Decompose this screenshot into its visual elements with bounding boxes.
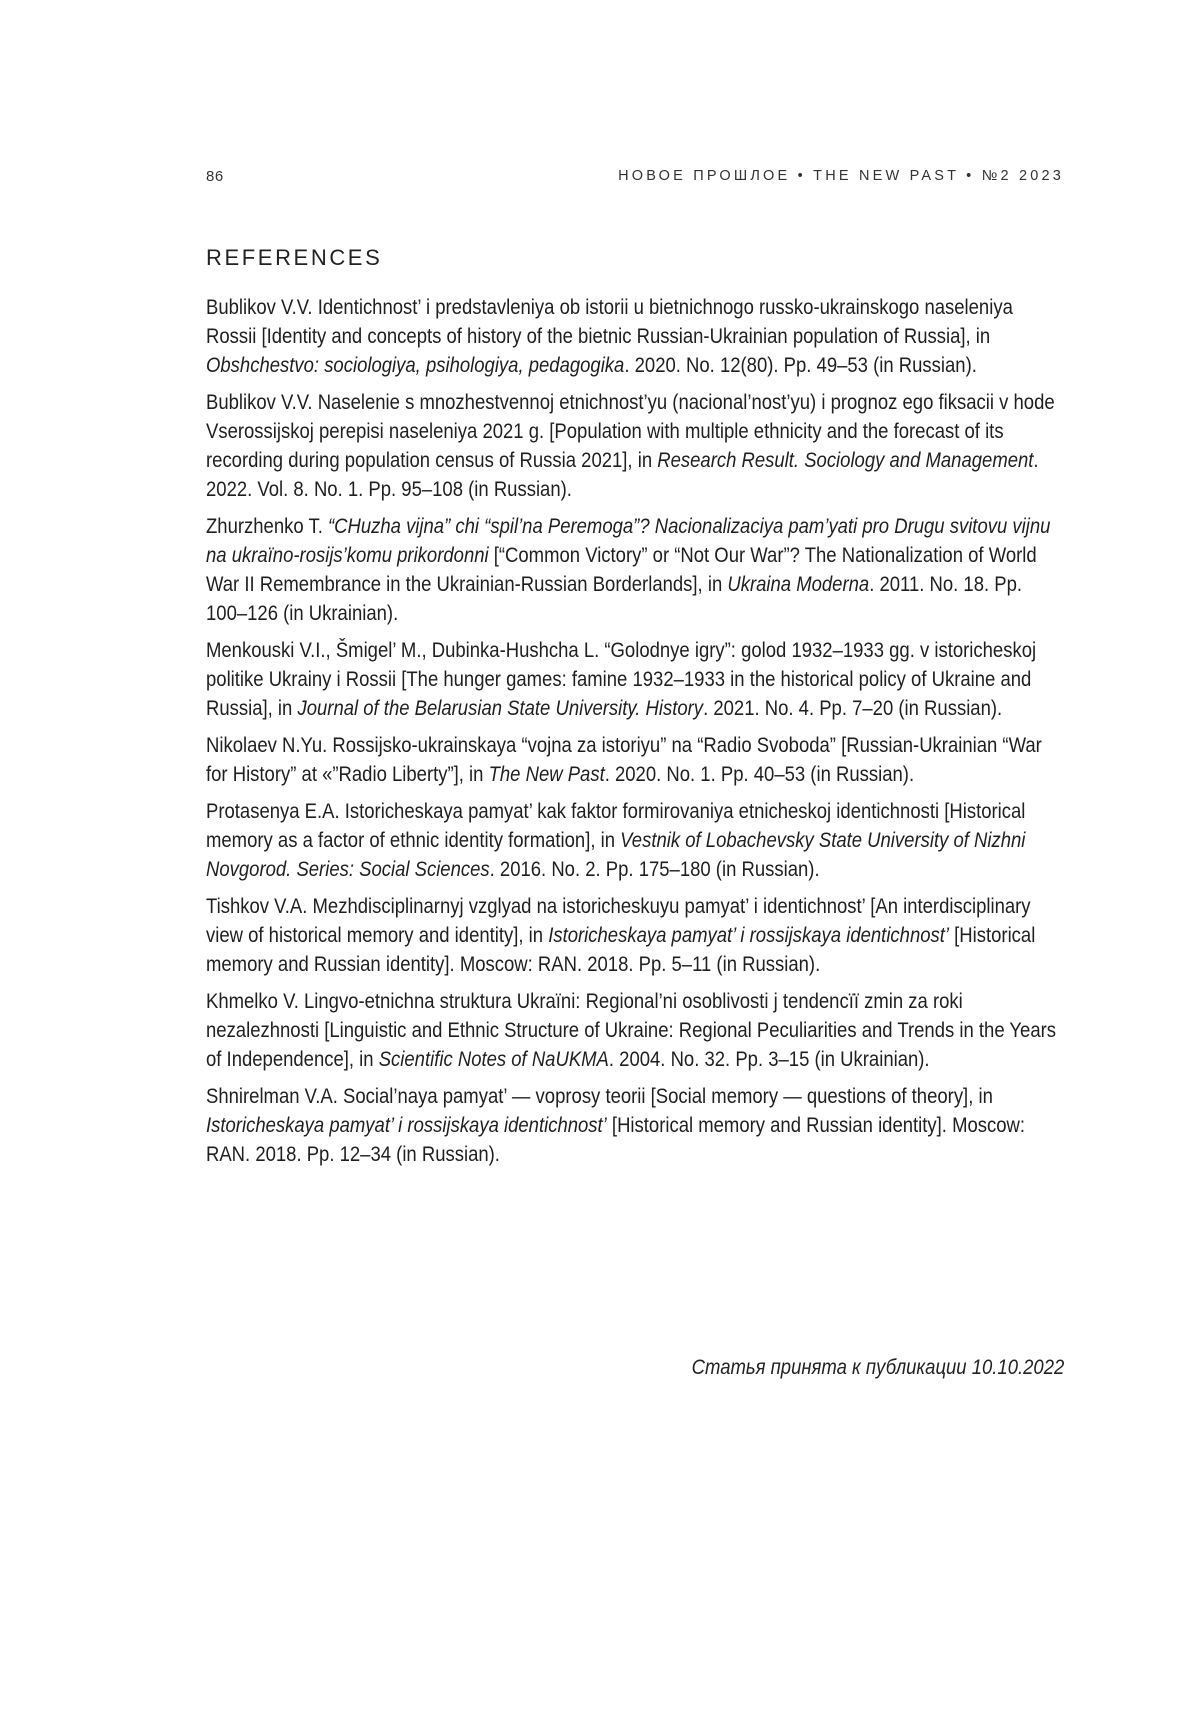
- reference-source-title: Istoricheskaya pamyat’ i rossijskaya identichnost’: [548, 923, 949, 947]
- reference-source-title: The New Past: [489, 762, 605, 786]
- reference-entry: [206, 512, 1066, 628]
- reference-entry: [206, 636, 1066, 723]
- reference-entry: [206, 731, 1066, 789]
- reference-source-title: Journal of the Belarusian State University. History: [297, 696, 703, 720]
- reference-entry: [206, 1082, 1066, 1169]
- reference-entry: [206, 987, 1066, 1074]
- reference-text: [“Common Victory” or “Not Our War”? The Nationalization of World War II Remembrance in the Ukrainian-Russian Borderlands], in: [206, 543, 1037, 596]
- document-page: [0, 0, 1200, 1714]
- reference-source-title: Ukraina Moderna: [727, 572, 869, 596]
- reference-text: Nikolaev N.Yu. Rossijsko-ukrainskaya “vojna za istoriyu” na “Radio Svoboda” [Russian-Ukrainian “War for History” at «”Radio Liberty”], in: [206, 733, 1042, 786]
- reference-source-title: Scientific Notes of NaUKMA: [379, 1047, 609, 1071]
- section-title: REFERENCES: [206, 245, 382, 271]
- reference-text: [Historical memory and Russian identity]. Moscow: RAN. 2018. Pp. 12–34 (in Russian).: [206, 1113, 1025, 1166]
- reference-entry: [206, 797, 1066, 884]
- reference-source-title: Obshchestvo: sociologiya, psihologiya, pedagogika: [206, 353, 624, 377]
- reference-text: Khmelko V. Lingvo-etnichna struktura Ukraïni: Regional’ni osoblivosti j tendencïï zmin za roki nezalezhnosti [Linguistic and Ethnic Structure of Ukraine: Regional Peculiarities and Trends in the Years of Independence], in: [206, 989, 1056, 1071]
- running-header: НОВОЕ ПРОШЛОЕ • THE NEW PAST • №2 2023: [618, 168, 1064, 184]
- reference-text: . 2020. No. 1. Pp. 40–53 (in Russian).: [605, 762, 914, 786]
- reference-source-title: Research Result. Sociology and Management: [657, 448, 1033, 472]
- reference-text: . 2021. No. 4. Pp. 7–20 (in Russian).: [703, 696, 1002, 720]
- reference-source-title: “CHuzha vijna” chi “spil’na Peremoga”? Nacionalizaciya pam’yati pro Drugu svitovu vijnu na ukraïno-rosijs’komu prikordonni: [206, 514, 1050, 567]
- reference-list: [206, 293, 1064, 1177]
- reference-text: [Historical memory and Russian identity]. Moscow: RAN. 2018. Pp. 5–11 (in Russian).: [206, 923, 1035, 976]
- reference-text: . 2011. No. 18. Pp. 100–126 (in Ukrainian).: [206, 572, 1022, 625]
- reference-text: . 2004. No. 32. Pp. 3–15 (in Ukrainian).: [609, 1047, 930, 1071]
- reference-entry: [206, 892, 1066, 979]
- reference-source-title: Vestnik of Lobachevsky State University of Nizhni Novgorod. Series: Social Sciences: [206, 828, 1025, 881]
- reference-text: Protasenya E.A. Istoricheskaya pamyat’ kak faktor formirovaniya etnicheskoj identichnosti [Historical memory as a factor of ethnic identity formation], in: [206, 799, 1025, 852]
- reference-text: . 2020. No. 12(80). Pp. 49–53 (in Russian).: [624, 353, 977, 377]
- reference-text: Tishkov V.A. Mezhdisciplinarnyj vzglyad na istoricheskuyu pamyat’ i identichnost’ [An interdisciplinary view of historical memory and identity], in: [206, 894, 1031, 947]
- page-number: 86: [206, 168, 224, 185]
- reference-text: . 2022. Vol. 8. No. 1. Pp. 95–108 (in Russian).: [206, 448, 1039, 501]
- reference-text: Bublikov V.V. Identichnost’ i predstavleniya ob istorii u bietnichnogo russko-ukrainskogo naseleniya Rossii [Identity and concepts of history of the bietnic Russian-Ukrainian population of Russia], in: [206, 295, 1013, 348]
- reference-entry: [206, 388, 1066, 504]
- reference-text: Shnirelman V.A. Social’naya pamyat’ — voprosy teorii [Social memory — questions of theory], in: [206, 1084, 993, 1108]
- reference-entry: [206, 293, 1066, 380]
- reference-text: Bublikov V.V. Naselenie s mnozhestvennoj etnichnost’yu (nacional’nost’yu) i prognoz ego fiksacii v hode Vserossijskoj perepisi naseleniya 2021 g. [Population with multiple ethnicity and the forecast of its recording during population census of Russia 2021], in: [206, 390, 1055, 472]
- reference-text: Menkouski V.I., Šmigel’ M., Dubinka-Hushcha L. “Golodnye igry”: golod 1932–1933 gg. v istoricheskoj politike Ukrainy i Rossii [The hunger games: famine 1932–1933 in the historical policy of Ukraine and Russia], in: [206, 638, 1036, 720]
- reference-source-title: Istoricheskaya pamyat’ i rossijskaya identichnost’: [206, 1113, 607, 1137]
- reference-text: Zhurzhenko T.: [206, 514, 328, 538]
- reference-text: . 2016. No. 2. Pp. 175–180 (in Russian).: [490, 857, 820, 881]
- acceptance-note: Статья принята к публикации 10.10.2022: [691, 1355, 1064, 1380]
